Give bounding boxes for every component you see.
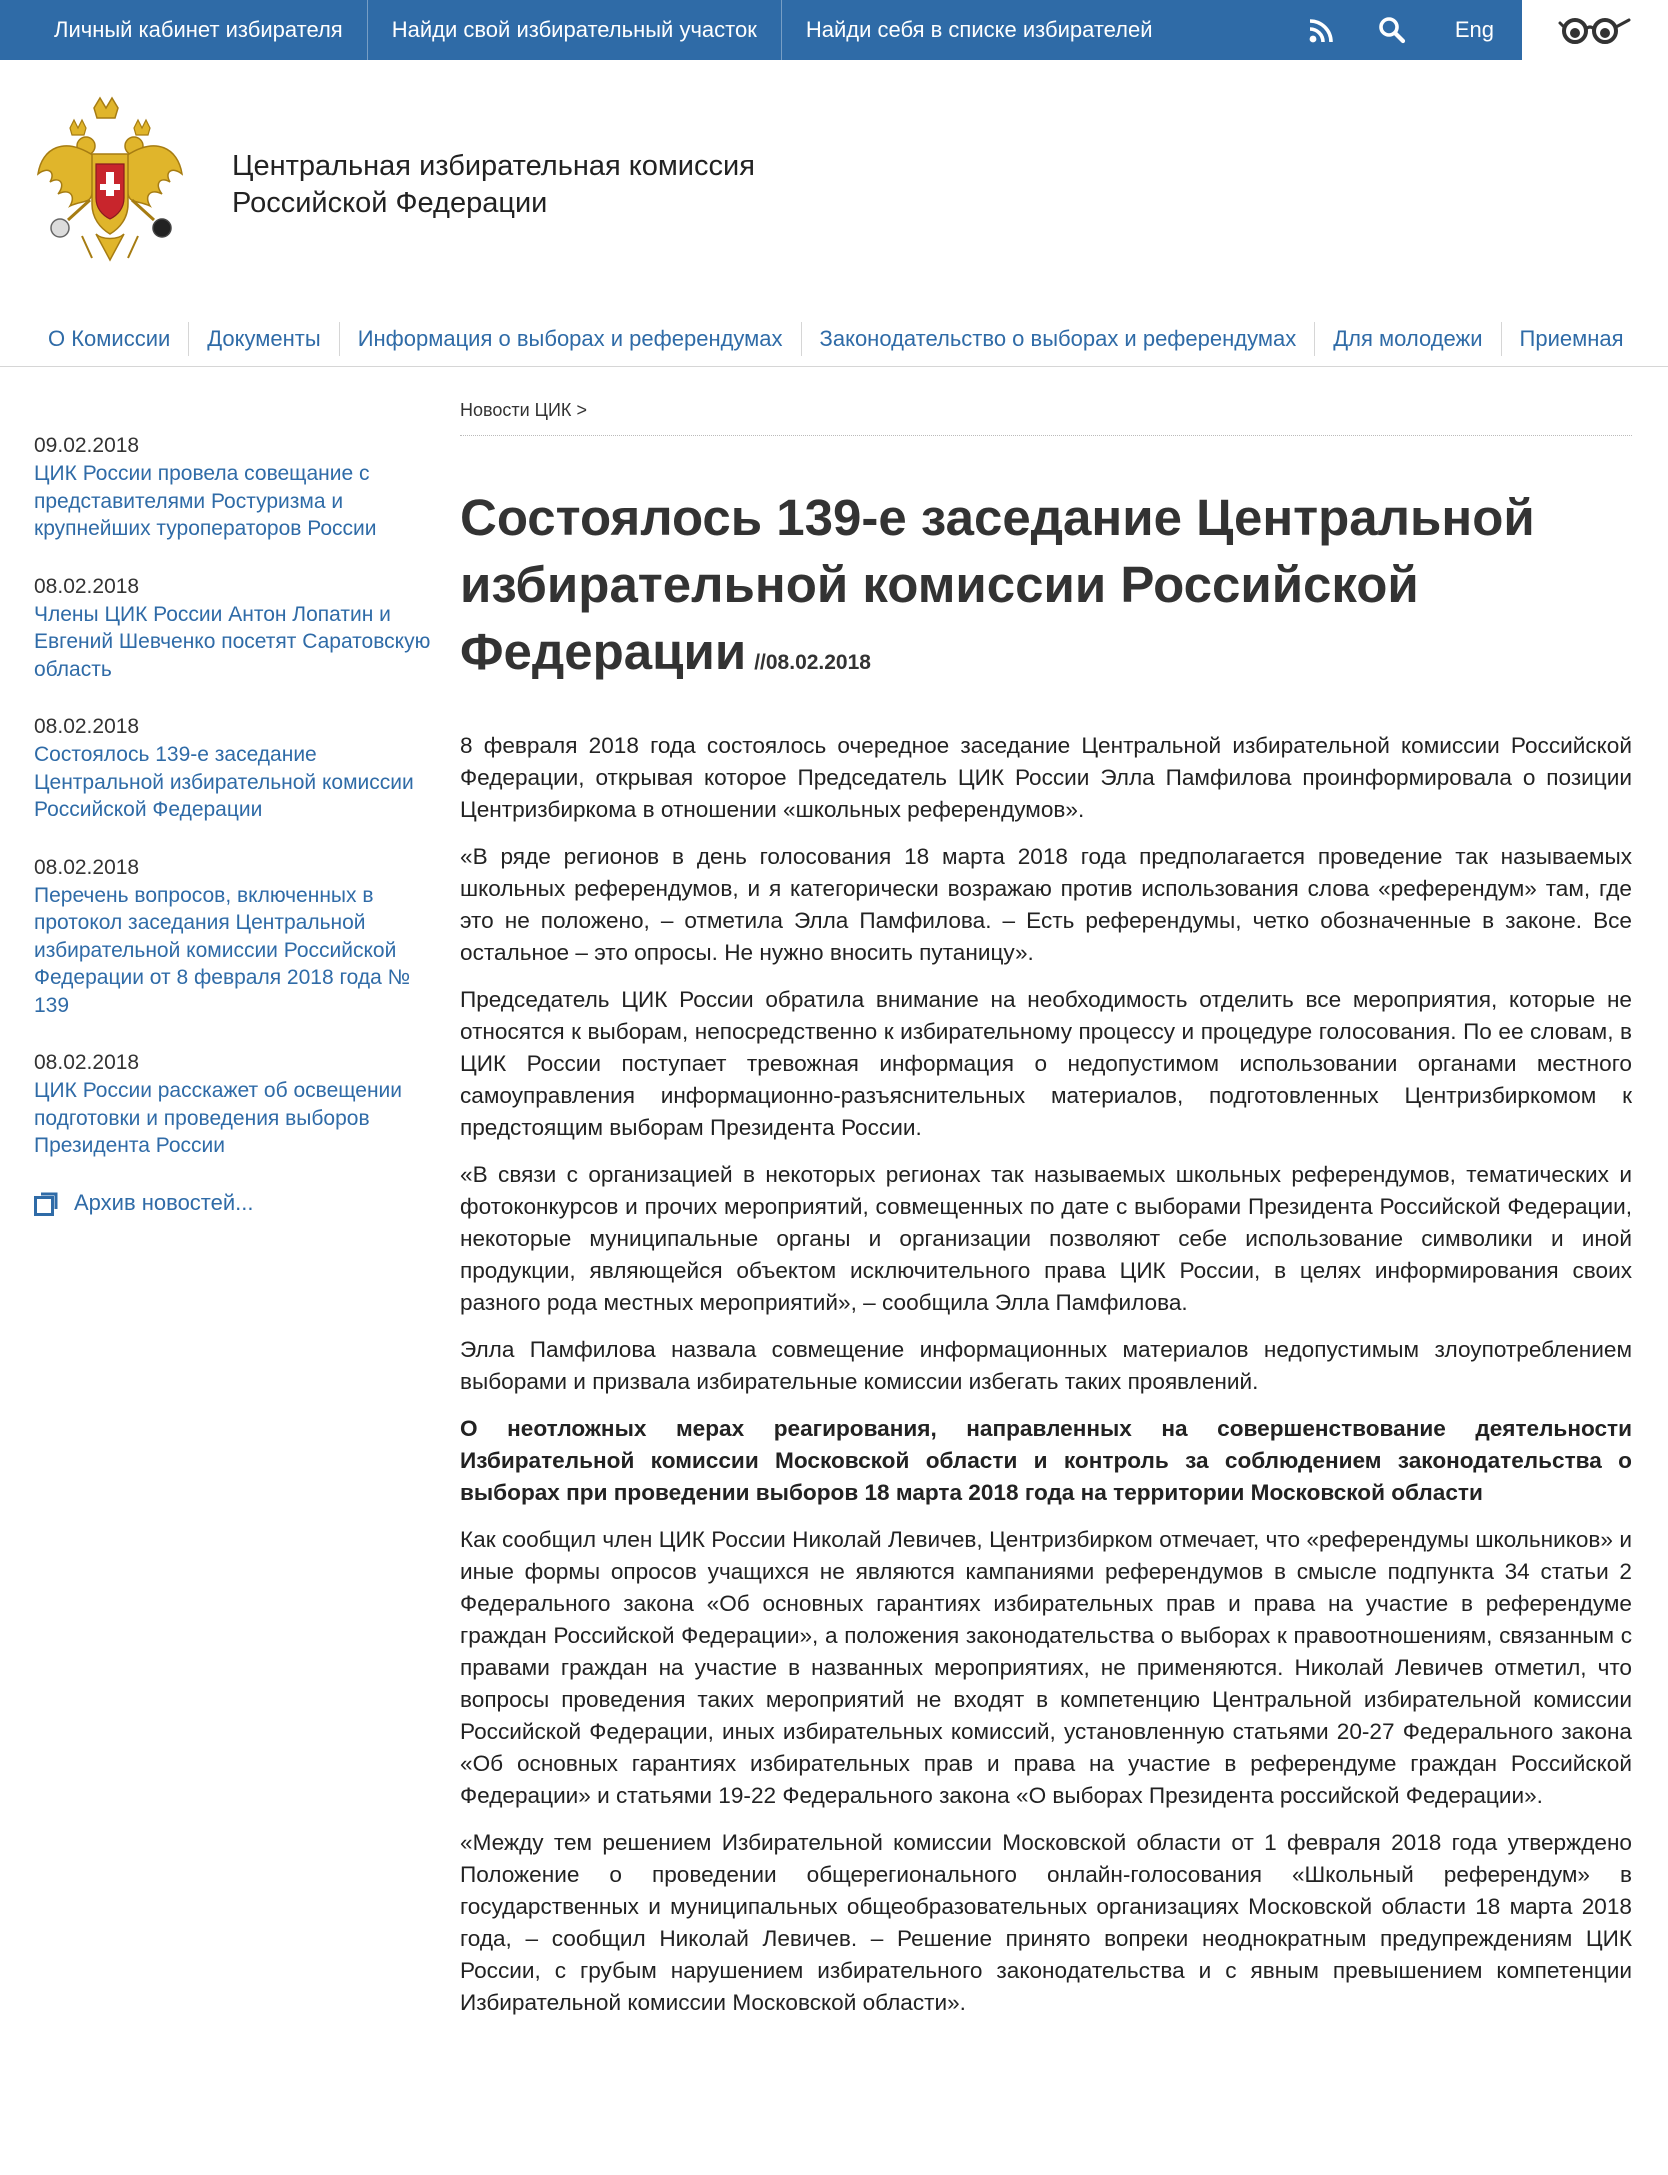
article-subheading: О неотложных мерах реагирования, направленных на совершенствование деятельности Избирательной комиссии Московской области и контроль за соблюдением законодательства о выборах при проведении выборов 18 марта 2018 года на территории Московской области bbox=[460, 1416, 1632, 1505]
article-paragraph: Элла Памфилова назвала совмещение информационных материалов недопустимым злоупотреблением выборами и призвала избирательные комиссии избегать таких проявлений. bbox=[460, 1337, 1632, 1394]
news-item bbox=[34, 1049, 434, 1160]
news-date: 08.02.2018 bbox=[34, 855, 140, 879]
top-links bbox=[0, 0, 1177, 60]
nav-item-documents[interactable]: Документы bbox=[189, 322, 339, 356]
news-link[interactable]: Члены ЦИК России Антон Лопатин и Евгений Шевченко посетят Саратовскую область bbox=[34, 602, 431, 681]
top-bar bbox=[0, 0, 1668, 60]
breadcrumb-separator: > bbox=[576, 400, 587, 420]
top-right-tools bbox=[1287, 0, 1668, 60]
news-date: 09.02.2018 bbox=[34, 434, 140, 457]
organization-name-line1: Центральная избирательная комиссия bbox=[232, 150, 755, 182]
news-date: 08.02.2018 bbox=[34, 715, 140, 738]
breadcrumb bbox=[460, 400, 1632, 436]
news-date: 08.02.2018 bbox=[34, 1051, 140, 1074]
rss-icon[interactable] bbox=[1287, 0, 1357, 60]
search-icon[interactable] bbox=[1357, 0, 1427, 60]
article-body bbox=[460, 730, 1632, 2019]
nav-item-reception[interactable]: Приемная bbox=[1519, 326, 1624, 351]
organization-name[interactable] bbox=[232, 148, 755, 222]
news-item bbox=[34, 854, 434, 1020]
article-title: Состоялось 139-е заседание Центральной избирательной комиссии Российской Федерации bbox=[460, 489, 1535, 680]
coat-of-arms-logo[interactable] bbox=[34, 96, 186, 268]
organization-name-line2: Российской Федерации bbox=[232, 187, 548, 219]
article-paragraph: 8 февраля 2018 года состоялось очередное заседание Центральной избирательной комиссии Российской Федерации, открывая которое Председатель ЦИК России Элла Памфилова проинформировала о позиции Центризбиркома в отношении «школьных референдумов». bbox=[460, 733, 1632, 822]
main-navigation bbox=[0, 312, 1668, 367]
news-item bbox=[34, 573, 434, 684]
glasses-icon[interactable] bbox=[1522, 0, 1668, 60]
news-link[interactable]: ЦИК России провела совещание с представителями Ростуризма и крупнейших туроператоров России bbox=[34, 462, 377, 540]
news-date: 08.02.2018 bbox=[34, 574, 140, 598]
news-link[interactable]: Состоялось 139-е заседание Центральной избирательной комиссии Российской Федерации bbox=[34, 743, 414, 821]
news-link[interactable]: ЦИК России расскажет об освещении подготовки и проведения выборов Президента России bbox=[34, 1079, 403, 1157]
article-title-block bbox=[460, 484, 1632, 696]
nav-item-about[interactable]: О Комиссии bbox=[0, 322, 189, 356]
nav-item-election-law[interactable]: Законодательство о выборах и референдумах bbox=[802, 322, 1316, 356]
find-polling-station-link[interactable]: Найди свой избирательный участок bbox=[368, 0, 782, 60]
language-switch-link[interactable]: Eng bbox=[1454, 17, 1494, 42]
article-paragraph: «Между тем решением Избирательной комиссии Московской области от 1 февраля 2018 года утверждено Положение о проведении общерегионального онлайн-голосования «Школьный референдум» в государственных и муниципальных общеобразовательных организациях Московской области 18 марта 2018 года, – сообщил Николай Левичев. – Решение принято вопреки неоднократным предупреждениям ЦИК России, с грубым нарушением избирательного законодательства и с явным превышением компетенции Избирательной комиссии Московской области». bbox=[460, 1830, 1632, 2015]
nav-item-election-info[interactable]: Информация о выборах и референдумах bbox=[340, 322, 802, 356]
voter-cabinet-link[interactable]: Личный кабинет избирателя bbox=[28, 0, 368, 60]
find-in-voter-list-link[interactable]: Найди себя в списке избирателей bbox=[805, 17, 1153, 42]
news-link[interactable]: Перечень вопросов, включенных в протокол заседания Центральной избирательной комиссии Российской Федерации от 8 февраля 2018 года № 139 bbox=[34, 883, 411, 1017]
article-paragraph: «В ряде регионов в день голосования 18 марта 2018 года предполагается проведение так называемых школьных референдумов, и я категорически возражаю против использования слова «референдум» там, где это не положено, – отметила Элла Памфилова. – Есть референдумы, четко обозначенные в законе. Все остальное – это опросы. Не нужно вносить путаницу». bbox=[460, 844, 1632, 965]
news-item bbox=[34, 713, 434, 824]
news-item bbox=[34, 432, 434, 543]
article-date: //08.02.2018 bbox=[754, 651, 871, 674]
nav-item-youth[interactable]: Для молодежи bbox=[1315, 322, 1501, 356]
article-paragraph: Как сообщил член ЦИК России Николай Левичев, Центризбирком отмечает, что «референдумы школьников» и иные формы опросов учащихся не являются кампаниями референдумов в смысле подпункта 34 статьи 2 Федерального закона «Об основных гарантиях избирательных прав и права на участие в референдуме граждан Российской Федерации», а положения законодательства о выборах к правоотношениям, связанным с правами граждан на участие в названных мероприятиях, не применяются. Николай Левичев отметил, что вопросы проведения таких мероприятий не входят в компетенцию Центральной избирательной комиссии Российской Федерации, иных избирательных комиссий, установленную статьями 20-27 Федерального закона «Об основных гарантиях избирательных прав и права на участие в референдуме граждан Российской Федерации» и статьями 19-22 Федерального закона «О выборах Президента российской Федерации». bbox=[460, 1527, 1632, 1808]
article-paragraph: «В связи с организацией в некоторых регионах так называемых школьных референдумов, тематических и фотоконкурсов и прочих мероприятий, совмещенных по дате с выборами Президента Российской Федерации, некоторые муниципальные органы и организации позволяют себе использование символики и иной продукции, являющейся объектом исключительного права ЦИК России, в целях информирования своих разного рода местных мероприятий», – сообщила Элла Памфилова. bbox=[460, 1162, 1632, 1315]
archive-icon bbox=[34, 1190, 60, 1216]
sidebar-news bbox=[34, 432, 434, 1216]
breadcrumb-news-link[interactable]: Новости ЦИК bbox=[460, 400, 572, 420]
news-archive-label: Архив новостей... bbox=[74, 1189, 254, 1215]
article bbox=[460, 400, 1632, 2034]
news-archive-link[interactable] bbox=[34, 1190, 434, 1216]
article-paragraph: Председатель ЦИК России обратила внимание на необходимость отделить все мероприятия, которые не относятся к выборам, непосредственно к избирательному процессу и процедуре голосования. По ее словам, в ЦИК России поступает тревожная информация о недопустимом использовании органами местного самоуправления информационно-разъяснительных материалов, подготовленных Центризбиркомом к предстоящим выборам Президента России. bbox=[460, 987, 1632, 1140]
